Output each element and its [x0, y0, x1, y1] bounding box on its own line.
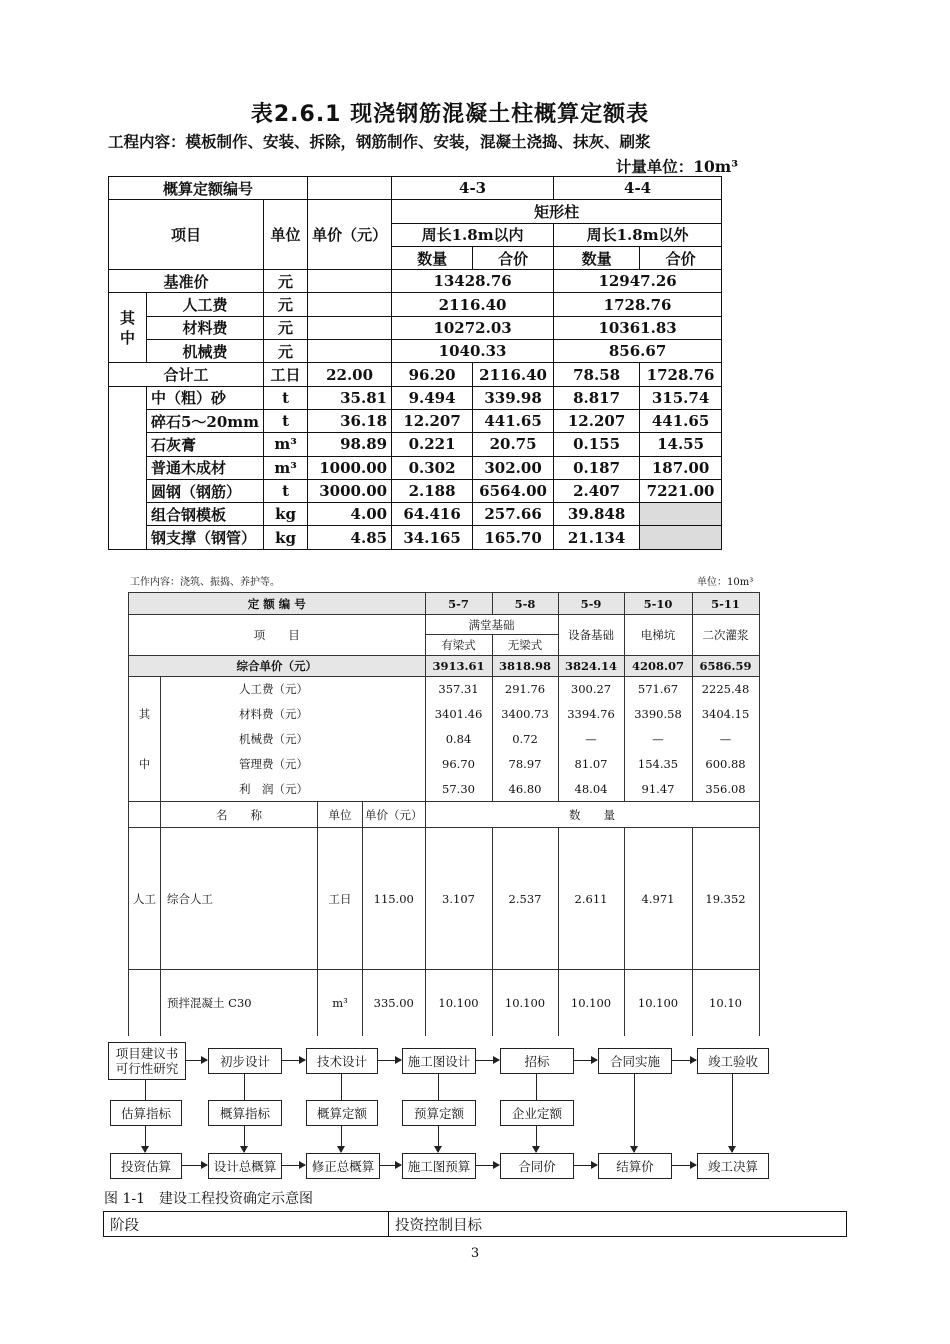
cell: 115.00 — [363, 828, 426, 970]
cell: 12947.26 — [554, 270, 722, 293]
cell: m³ — [318, 970, 363, 1036]
table1-work-content: 工程内容：模板制作、安装、拆除，钢筋制作、安装，混凝土浇捣、抹灰、刷浆 — [108, 132, 651, 151]
cost-node: 施工图预算 — [402, 1153, 476, 1179]
arrow-right-icon — [672, 1060, 696, 1061]
cell: 2.188 — [392, 479, 473, 502]
cell: 441.65 — [640, 409, 722, 432]
item-label: 项 目 — [129, 615, 426, 656]
base-price-label: 基准价 — [109, 270, 264, 293]
cell: 10.100 — [425, 970, 492, 1036]
cell: 无梁式 — [492, 635, 558, 656]
cell: 3404.15 — [692, 702, 759, 727]
cell: 5-11 — [692, 593, 759, 615]
cell: 441.65 — [473, 409, 554, 432]
cell: 5-9 — [558, 593, 624, 615]
cell: 0.84 — [425, 727, 492, 752]
cell: 22.00 — [308, 363, 392, 386]
cell: 材料费（元） — [161, 702, 426, 727]
cell: 6564.00 — [473, 479, 554, 502]
cell: 3000.00 — [308, 479, 392, 502]
cell: 材料费 — [147, 316, 264, 339]
cell: 19.352 — [692, 828, 759, 970]
stage-column-header: 阶段 — [104, 1212, 389, 1237]
foundation-quota-table — [128, 592, 760, 1036]
cell: t — [264, 479, 308, 502]
cell: 300.27 — [558, 677, 624, 702]
table-row — [109, 316, 722, 339]
cell: 元 — [264, 316, 308, 339]
cell: 碎石5～20mm — [147, 409, 264, 432]
table-row — [109, 433, 722, 456]
cell: 5-8 — [492, 593, 558, 615]
table-row — [129, 970, 760, 1036]
arrow-down-icon — [438, 1125, 439, 1152]
table-row — [109, 503, 722, 526]
cell: — — [624, 727, 692, 752]
qty-header: 数量 — [554, 246, 640, 269]
cell: 856.67 — [554, 340, 722, 363]
cell: 2.537 — [492, 828, 558, 970]
table-row — [109, 363, 722, 386]
cell: 36.18 — [308, 409, 392, 432]
cell: 1040.33 — [392, 340, 554, 363]
cell: 0.72 — [492, 727, 558, 752]
cell: 10272.03 — [392, 316, 554, 339]
blurred-cell — [640, 503, 722, 526]
arrow-down-icon — [341, 1125, 342, 1152]
connector-line — [438, 1073, 439, 1100]
cell: 人工 — [129, 828, 161, 970]
cell: 10.100 — [624, 970, 692, 1036]
arrow-down-icon — [244, 1125, 245, 1152]
cell: 9.494 — [392, 386, 473, 409]
cell: 600.88 — [692, 752, 759, 777]
table2-work-content: 工作内容：浇筑、振捣、养护等。 — [130, 577, 280, 588]
cost-node: 结算价 — [598, 1153, 672, 1179]
code-4-3: 4-3 — [392, 177, 554, 200]
arrow-right-icon — [574, 1165, 597, 1166]
side-label-b: 中 — [138, 757, 151, 771]
cell: 10.10 — [692, 970, 759, 1036]
cell: 46.80 — [492, 777, 558, 802]
cell: 291.76 — [492, 677, 558, 702]
name-header: 名 称 — [161, 802, 318, 828]
table-row — [129, 802, 760, 828]
cell: 257.66 — [473, 503, 554, 526]
concrete-column-quota-table — [108, 176, 722, 550]
arrow-right-icon — [476, 1060, 499, 1061]
figure-caption: 图 1-1 建设工程投资确定示意图 — [104, 1191, 313, 1207]
connector-line — [145, 1079, 146, 1100]
arrow-right-icon — [476, 1165, 499, 1166]
cell: 3824.14 — [558, 656, 624, 677]
group-label: 满堂基础 — [425, 615, 558, 635]
cell: 35.81 — [308, 386, 392, 409]
arrow-down-icon — [732, 1073, 733, 1152]
cell: 机械费（元） — [161, 727, 426, 752]
cell: 普通木成材 — [147, 456, 264, 479]
cell: 石灰膏 — [147, 433, 264, 456]
stage-target-table — [103, 1211, 847, 1237]
cell: t — [264, 409, 308, 432]
arrow-right-icon — [282, 1060, 305, 1061]
cell: 3401.46 — [425, 702, 492, 727]
arrow-down-icon — [634, 1073, 635, 1152]
cell: 3400.73 — [492, 702, 558, 727]
table-row — [129, 727, 760, 752]
cell: 571.67 — [624, 677, 692, 702]
cell: 0.155 — [554, 433, 640, 456]
norm-node: 概算定额 — [306, 1100, 378, 1126]
table-row — [129, 593, 760, 615]
norm-node: 预算定额 — [402, 1100, 476, 1126]
stage-node: 初步设计 — [208, 1048, 282, 1074]
cell: 1000.00 — [308, 456, 392, 479]
cell: 98.89 — [308, 433, 392, 456]
table-row — [129, 828, 760, 970]
cell: m³ — [264, 456, 308, 479]
cell: 21.134 — [554, 526, 640, 549]
table-row — [129, 656, 760, 677]
cell: 96.70 — [425, 752, 492, 777]
total-header: 合价 — [640, 246, 722, 269]
cell: 0.221 — [392, 433, 473, 456]
arrow-right-icon — [186, 1060, 207, 1061]
table-row — [109, 409, 722, 432]
table-row — [109, 526, 722, 549]
cell: 设备基础 — [558, 615, 624, 656]
arrow-right-icon — [380, 1165, 401, 1166]
table-row — [109, 479, 722, 502]
cell: 14.55 — [640, 433, 722, 456]
cell: 335.00 — [363, 970, 426, 1036]
norm-node: 概算指标 — [208, 1100, 282, 1126]
cell: 3390.58 — [624, 702, 692, 727]
cell: 10.100 — [492, 970, 558, 1036]
table-row — [109, 456, 722, 479]
cell: 机械费 — [147, 340, 264, 363]
cell: 96.20 — [392, 363, 473, 386]
cell: 4.85 — [308, 526, 392, 549]
cell: 管理费（元） — [161, 752, 426, 777]
table1-title: 表2.6.1 现浇钢筋混凝土柱概算定额表 — [250, 102, 650, 127]
cell: 91.47 — [624, 777, 692, 802]
arrow-right-icon — [378, 1060, 401, 1061]
cell: 3.107 — [425, 828, 492, 970]
sub-header-a: 周长1.8m以内 — [392, 223, 554, 246]
cell: 3394.76 — [558, 702, 624, 727]
cell: 2.407 — [554, 479, 640, 502]
norm-node: 估算指标 — [110, 1100, 182, 1126]
cell: 1728.76 — [554, 293, 722, 316]
page-number: 3 — [470, 1246, 480, 1261]
cell: 154.35 — [624, 752, 692, 777]
sub-header-b: 周长1.8m以外 — [554, 223, 722, 246]
price-header: 单价（元） — [308, 200, 392, 270]
cell: — — [692, 727, 759, 752]
cell: 中（粗）砂 — [147, 386, 264, 409]
cell: 4208.07 — [624, 656, 692, 677]
cell: m³ — [264, 433, 308, 456]
unit-header: 单位 — [264, 200, 308, 270]
cell: 48.04 — [558, 777, 624, 802]
cell: 6586.59 — [692, 656, 759, 677]
cell: t — [264, 386, 308, 409]
cost-node: 竣工决算 — [697, 1153, 769, 1179]
table-row — [109, 270, 722, 293]
connector-line — [341, 1073, 342, 1100]
cell: 2.611 — [558, 828, 624, 970]
total-header: 合价 — [473, 246, 554, 269]
code-label: 概算定额编号 — [109, 177, 308, 200]
cell: 2116.40 — [473, 363, 554, 386]
cell: 10.100 — [558, 970, 624, 1036]
cell: 39.848 — [554, 503, 640, 526]
cell: kg — [264, 526, 308, 549]
cell: 34.165 — [392, 526, 473, 549]
cell: 8.817 — [554, 386, 640, 409]
stage-node: 招标 — [500, 1048, 574, 1074]
stage-node: 竣工验收 — [697, 1048, 769, 1074]
cell: 圆钢（钢筋） — [147, 479, 264, 502]
table-row — [109, 386, 722, 409]
qty-header: 数量 — [392, 246, 473, 269]
cell: 12.207 — [554, 409, 640, 432]
cell: 10361.83 — [554, 316, 722, 339]
blurred-cell — [640, 526, 722, 549]
cell: 339.98 — [473, 386, 554, 409]
table-row — [129, 677, 760, 702]
arrow-right-icon — [574, 1060, 597, 1061]
cell: 人工费 — [147, 293, 264, 316]
code-label: 定 额 编 号 — [129, 593, 426, 615]
cell: 78.97 — [492, 752, 558, 777]
connector-line — [536, 1073, 537, 1100]
cell: 187.00 — [640, 456, 722, 479]
table-row — [109, 177, 722, 200]
norm-node: 企业定额 — [500, 1100, 574, 1126]
cell: 工日 — [318, 828, 363, 970]
cell: 综合人工 — [161, 828, 318, 970]
cost-node: 设计总概算 — [208, 1153, 282, 1179]
cell: 利 润（元） — [161, 777, 426, 802]
table2-unit: 单位：10m³ — [697, 577, 754, 588]
connector-line — [244, 1073, 245, 1100]
cell: kg — [264, 503, 308, 526]
cell: 0.187 — [554, 456, 640, 479]
cell: 组合钢模板 — [147, 503, 264, 526]
arrow-down-icon — [145, 1125, 146, 1152]
table-row — [109, 200, 722, 223]
cell: 1728.76 — [640, 363, 722, 386]
cell: 元 — [264, 340, 308, 363]
stage-node: 合同实施 — [598, 1048, 672, 1074]
item-header: 项目 — [109, 200, 264, 270]
stage-node: 技术设计 — [306, 1048, 378, 1074]
arrow-right-icon — [182, 1165, 207, 1166]
table-row — [129, 615, 760, 635]
cell: 0.302 — [392, 456, 473, 479]
table-row — [109, 293, 722, 316]
cell: 元 — [264, 293, 308, 316]
cell: 7221.00 — [640, 479, 722, 502]
cell: 钢支撑（钢管） — [147, 526, 264, 549]
cost-node: 合同价 — [500, 1153, 574, 1179]
total-label: 综合单价（元） — [129, 656, 426, 677]
cell: 78.58 — [554, 363, 640, 386]
type-header: 矩形柱 — [392, 200, 722, 223]
cell: 2116.40 — [392, 293, 554, 316]
cell: 人工费（元） — [161, 677, 426, 702]
cell: 12.207 — [392, 409, 473, 432]
cell: — — [558, 727, 624, 752]
cell: 合计工 — [109, 363, 264, 386]
cell: 预拌混凝土 C30 — [161, 970, 318, 1036]
cell: 356.08 — [692, 777, 759, 802]
arrow-down-icon — [536, 1125, 537, 1152]
table-row — [129, 777, 760, 802]
cost-node: 投资估算 — [110, 1153, 182, 1179]
cell: 元 — [264, 270, 308, 293]
table-row — [129, 702, 760, 727]
stage-node: 施工图设计 — [402, 1048, 476, 1074]
cell: 4.00 — [308, 503, 392, 526]
side-label-a: 其 — [138, 707, 151, 721]
target-column-header: 投资控制目标 — [389, 1212, 847, 1237]
cell: 315.74 — [640, 386, 722, 409]
cell: 4.971 — [624, 828, 692, 970]
table1-unit: 计量单位：10m³ — [615, 157, 738, 176]
cell: 5-10 — [624, 593, 692, 615]
cell: 81.07 — [558, 752, 624, 777]
cell: 357.31 — [425, 677, 492, 702]
code-4-4: 4-4 — [554, 177, 722, 200]
stage-node: 项目建议书 可行性研究 — [108, 1042, 186, 1080]
cell: 3913.61 — [425, 656, 492, 677]
unit-header: 单位 — [318, 802, 363, 828]
cell: 64.416 — [392, 503, 473, 526]
side-label — [129, 677, 161, 802]
cell: 工日 — [264, 363, 308, 386]
cell: 2225.48 — [692, 677, 759, 702]
price-header: 单价（元） — [363, 802, 426, 828]
table-row — [109, 340, 722, 363]
qty-header: 数 量 — [425, 802, 759, 828]
table-row — [104, 1212, 847, 1237]
arrow-right-icon — [672, 1165, 696, 1166]
cell: 电梯坑 — [624, 615, 692, 656]
cell: 302.00 — [473, 456, 554, 479]
cell: 二次灌浆 — [692, 615, 759, 656]
table-row — [129, 752, 760, 777]
cell: 3818.98 — [492, 656, 558, 677]
cell: 13428.76 — [392, 270, 554, 293]
cell: 有梁式 — [425, 635, 492, 656]
cell: 165.70 — [473, 526, 554, 549]
side-label: 其中 — [109, 293, 147, 363]
cell: 57.30 — [425, 777, 492, 802]
cell: 20.75 — [473, 433, 554, 456]
cost-node: 修正总概算 — [306, 1153, 380, 1179]
cell: 5-7 — [425, 593, 492, 615]
arrow-right-icon — [282, 1165, 305, 1166]
